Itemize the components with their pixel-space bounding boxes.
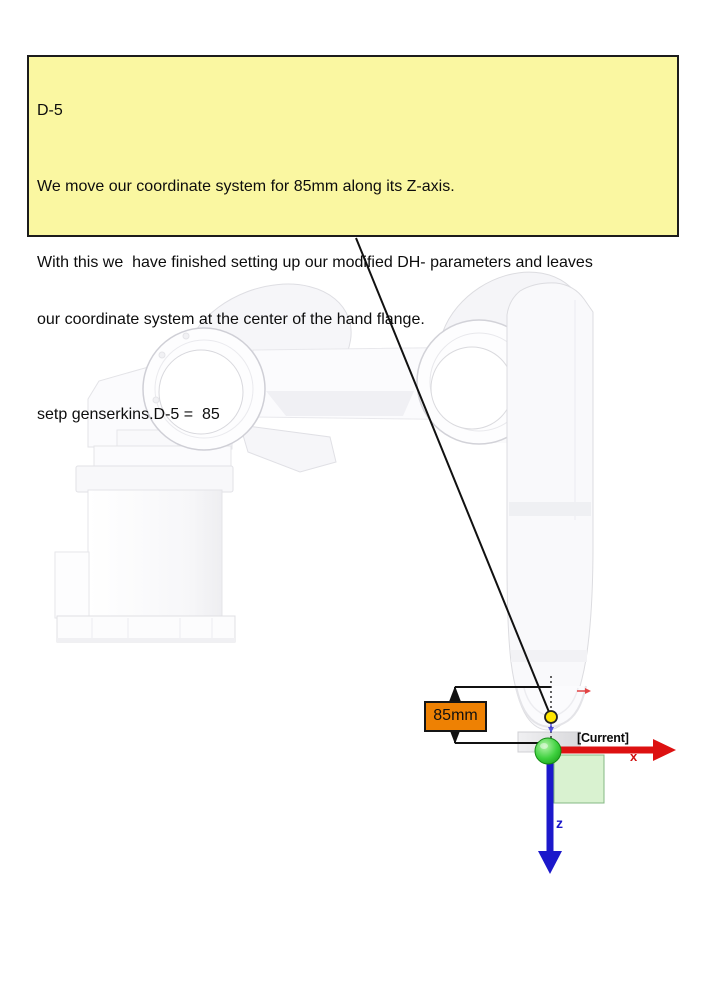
flange-center-point [545,711,557,723]
base-column [88,490,222,618]
note-paragraph-2-line-2: our coordinate system at the center of the hand flange. [37,311,425,328]
z-axis-head [538,851,562,874]
note-command: setp genserkins.D-5 = 85 [37,406,220,423]
note-paragraph-1: We move our coordinate system for 85mm along its Z-axis. [37,178,455,195]
z-axis-label: z [556,815,563,831]
frame-current-label: [Current] [577,731,629,745]
note-box [27,55,679,423]
forearm-band-2 [511,650,587,662]
base-collar [76,466,233,492]
x-axis-head [653,739,676,761]
x-axis-label: x [630,749,638,764]
base-side-box [55,552,89,618]
prev-frame-x-tick-head [585,688,591,694]
forearm-band [509,502,591,516]
work-region-highlight [554,755,604,803]
origin-marker-highlight [540,743,548,749]
bolt-hole [153,397,159,403]
base-plate-shadow [57,638,235,642]
origin-marker [535,738,561,764]
dimension-label: 85mm [424,701,487,732]
note-title: D-5 [37,102,63,119]
note-paragraph-2-line-1: With this we have finished setting up our modified DH- parameters and leaves [37,254,593,271]
